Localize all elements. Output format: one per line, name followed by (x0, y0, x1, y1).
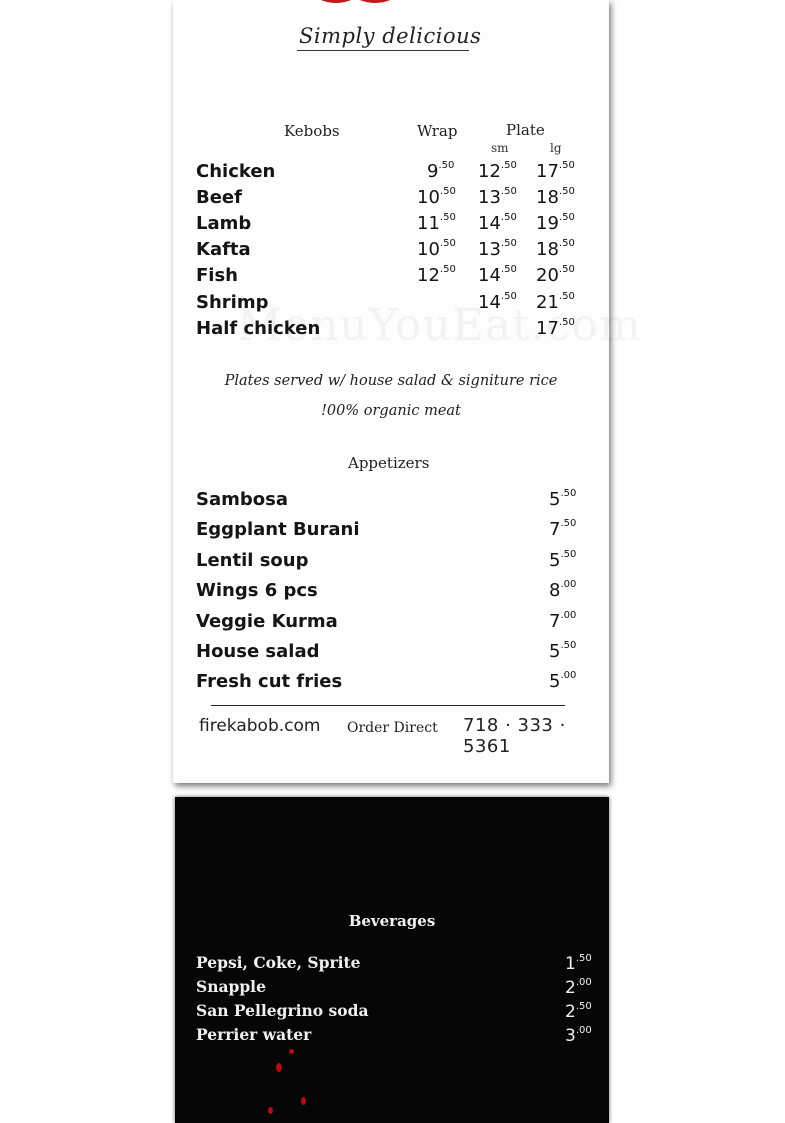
plate-column-header: Plate (506, 121, 545, 139)
kebob-wrap-price: $11^{.50}$ (417, 212, 456, 234)
kebob-wrap-price: $10^{.50}$ (417, 186, 456, 208)
kebob-plate-lg-price: $21^{.50}$ (536, 291, 575, 313)
beverage-name: Perrier water (196, 1025, 312, 1044)
phone-number: 718 · 333 · 5361 (463, 715, 566, 757)
footer-divider (211, 705, 565, 706)
small-column-header: sm (491, 141, 509, 155)
beverage-name: Snapple (196, 977, 266, 996)
kebob-plate-lg-price: $18^{.50}$ (536, 238, 575, 260)
kebob-plate-lg-price: $19^{.50}$ (536, 212, 575, 234)
kebob-plate-sm-price: $14^{.50}$ (478, 212, 517, 234)
beverage-price: $2^{.00}$ (565, 977, 592, 998)
appetizer-name: Veggie Kurma (196, 611, 338, 632)
kebob-plate-sm-price: $13^{.50}$ (478, 186, 517, 208)
kebob-wrap-price: $10^{.50}$ (417, 238, 456, 260)
tagline: Simply delicious (299, 24, 482, 48)
wrap-column-header: Wrap (417, 122, 458, 140)
kebob-plate-lg-price: $17^{.50}$ (536, 317, 575, 339)
appetizer-price: $5^{.50}$ (549, 640, 577, 662)
kebob-plate-sm-price: $14^{.50}$ (478, 264, 517, 286)
appetizer-price: $7^{.50}$ (549, 518, 577, 540)
appetizer-price: $5^{.50}$ (549, 549, 577, 571)
kebob-name: Shrimp (196, 292, 269, 313)
website-text: firekabob.com (199, 716, 321, 736)
appetizer-name: Sambosa (196, 489, 288, 510)
menu-page-beverages (175, 797, 609, 1123)
kebob-plate-lg-price: $18^{.50}$ (536, 186, 575, 208)
kebob-name: Kafta (196, 239, 251, 260)
kebob-wrap-price: $9^{.50}$ (427, 160, 455, 182)
order-direct-label: Order Direct (347, 720, 438, 736)
appetizers-title: Appetizers (348, 454, 430, 472)
beverage-name: Pepsi, Coke, Sprite (196, 953, 361, 972)
kebob-wrap-price: $12^{.50}$ (417, 264, 456, 286)
appetizer-name: Fresh cut fries (196, 671, 343, 692)
organic-note: !00% organic meat (321, 403, 461, 419)
logo-flame-icon (311, 0, 401, 10)
appetizer-name: House salad (196, 641, 320, 662)
kebob-plate-sm-price: $12^{.50}$ (478, 160, 517, 182)
beverage-price: $3^{.00}$ (565, 1025, 592, 1046)
large-column-header: lg (550, 141, 562, 155)
kebob-plate-sm-price: $13^{.50}$ (478, 238, 517, 260)
beverage-price: $2^{.50}$ (565, 1001, 592, 1022)
appetizer-price: $5^{.00}$ (549, 670, 577, 692)
appetizer-price: $5^{.50}$ (549, 488, 577, 510)
kebob-name: Lamb (196, 213, 252, 234)
beverages-title: Beverages (348, 912, 436, 930)
appetizer-price: $7^{.00}$ (549, 610, 577, 632)
kebob-plate-lg-price: $17^{.50}$ (536, 160, 575, 182)
plates-note: Plates served w/ house salad & signiture rice (224, 373, 558, 389)
menu-page-top (173, 0, 609, 783)
kebob-name: Fish (196, 265, 238, 286)
beverage-price: $1^{.50}$ (565, 953, 592, 974)
appetizer-name: Lentil soup (196, 550, 309, 571)
tagline-underline (297, 50, 469, 51)
beverage-name: San Pellegrino soda (196, 1001, 369, 1020)
appetizer-name: Wings 6 pcs (196, 580, 318, 601)
kebob-name: Beef (196, 187, 242, 208)
kebob-plate-lg-price: $20^{.50}$ (536, 264, 575, 286)
appetizer-price: $8^{.00}$ (549, 579, 577, 601)
kebobs-section-label: Kebobs (284, 122, 340, 140)
kebob-name: Half chicken (196, 318, 321, 339)
kebob-name: Chicken (196, 161, 276, 182)
appetizer-name: Eggplant Burani (196, 519, 360, 540)
kebob-plate-sm-price: $14^{.50}$ (478, 291, 517, 313)
